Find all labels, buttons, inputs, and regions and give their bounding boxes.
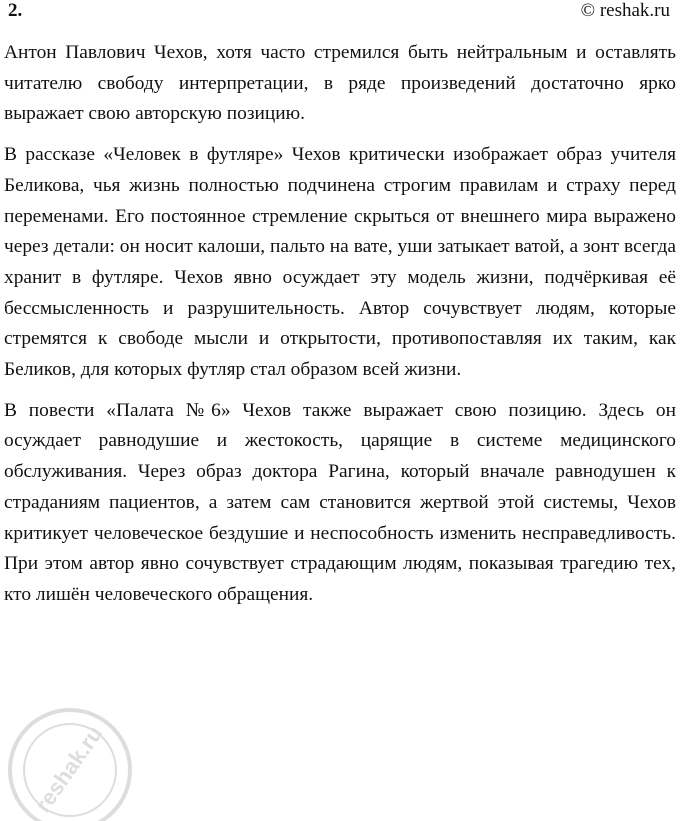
source-label: © reshak.ru: [580, 0, 670, 21]
page-header: [4, 0, 676, 30]
reshak-watermark-logo: [0, 690, 140, 821]
watermark-outer-ring: [10, 710, 130, 821]
task-number: 2.: [8, 0, 23, 21]
paragraph-ward-six: В повести «Палата №6» Чехов также выражает свою позицию. Здесь он осуждает равнодушие и жестокость, царящие в системе медицинского обслуживания. Через образ доктора Рагина, который вначале равнодушен к страданиям пациентов, а затем сам становится жертвой этой системы, Чехов критикует человеческое бездушие и неспособность изменить несправедливость. При этом автор явно сочувствует страдающим людям, показывая трагедию тех, кто лишён человеческого обращения.: [4, 399, 676, 605]
watermark-inner-ring: [24, 724, 116, 816]
paragraph-man-in-case: В рассказе «Человек в футляре» Чехов критически изображает образ учителя Беликова, чья жизнь полностью подчинена строгим правилам и страху перед переменами. Его постоянное стремление скрыться от внешнего мира выражено через детали: он носит калоши, пальто на вате, уши затыкает ватой, а зонт всегда хранит в футляре. Чехов явно осуждает эту модель жизни, подчёркивая её бессмысленность и разрушительность. Автор сочувствует людям, которые стремятся к свободе мысли и открытости, противопоставляя их таким, как Беликов, для которых футляр стал образом всей жизни.: [4, 144, 676, 381]
answer-text: [4, 38, 676, 621]
watermark-text: reshak.ru: [30, 721, 108, 817]
paragraph-intro: Антон Павлович Чехов, хотя часто стремился быть нейтральным и оставлять читателю свободу интерпретации, в ряде произведений достаточно ярко выражает свою авторскую позицию.: [4, 42, 676, 125]
